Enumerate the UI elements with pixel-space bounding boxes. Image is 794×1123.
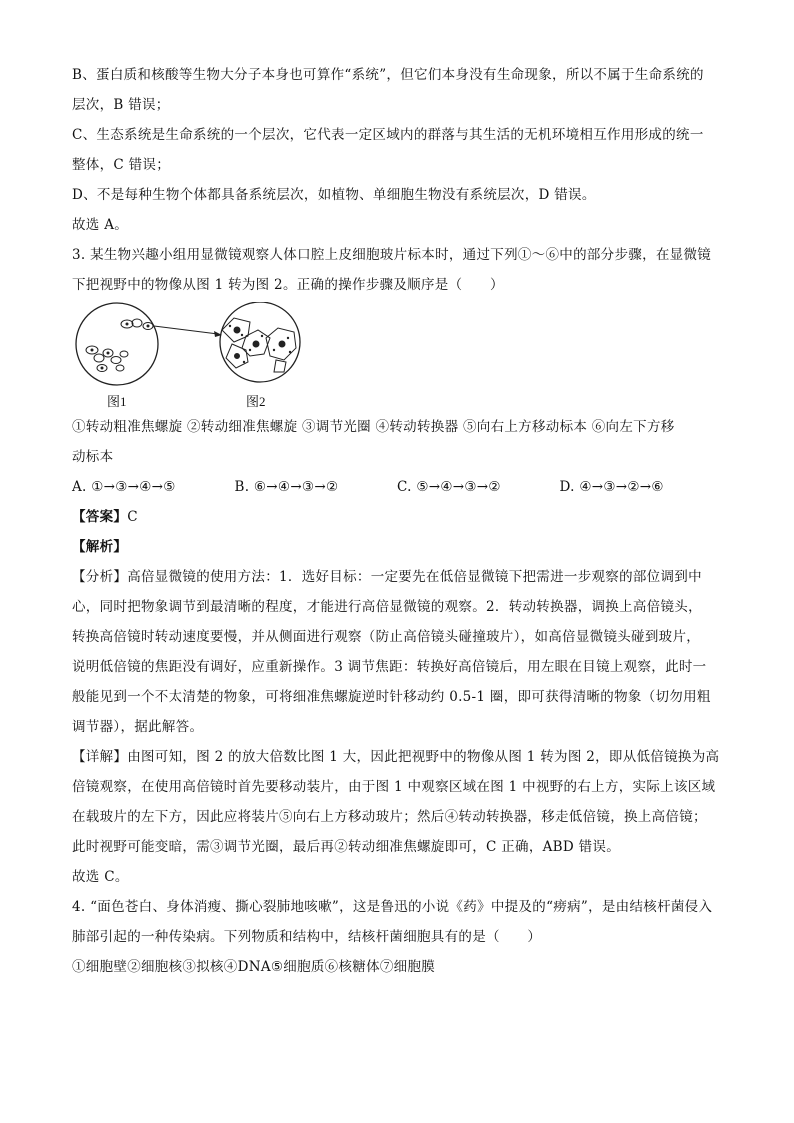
microscope-figure — [72, 302, 722, 412]
text-line: 故选 A。 — [72, 217, 129, 233]
question-3-stem: 3. 某生物兴趣小组用显微镜观察人体口腔上皮细胞玻片标本时，通过下列①～⑥中的部分步骤，在显微镜 — [72, 247, 712, 263]
question-4-items: ①细胞壁②细胞核③拟核④DNA⑤细胞质⑥核糖体⑦细胞膜 — [72, 959, 436, 975]
option-a: A. ①→③→④→⑤ — [72, 479, 176, 495]
analysis-line: 【分析】高倍显微镜的使用方法：1．选好目标：一定要先在低倍显微镜下把需进一步观察的部位调到中 — [72, 569, 702, 585]
detail-line: 故选 C。 — [72, 869, 129, 885]
document-page — [72, 60, 722, 982]
arrow-line — [154, 326, 218, 334]
text-line: C、生态系统是生命系统的一个层次，它代表一定区域内的群落与其生活的无机环境相互作用形成的统一 — [72, 127, 704, 143]
question-4-stem: 4. “面色苍白、身体消瘦、撕心裂肺地咳嗽”，这是鲁迅的小说《药》中提及的“痨病”，是由结核杆菌侵入 — [72, 899, 713, 915]
option-d: D. ④→③→②→⑥ — [559, 479, 664, 495]
answer-line — [72, 502, 722, 532]
text-line: B、蛋白质和核酸等生物大分子本身也可算作“系统”，但它们本身没有生命现象，所以不属于生命系统的 — [72, 67, 704, 83]
figure1-label: 图1 — [107, 394, 127, 409]
option-b: B. ⑥→④→③→② — [234, 479, 339, 495]
detail-line: 【详解】由图可知，图 2 的放大倍数比图 1 大，因此把视野中的物像从图 1 转为图 2，即从低倍镜换为高 — [72, 749, 720, 765]
figure1-cells — [86, 319, 153, 372]
figure2-cells — [222, 318, 296, 372]
analysis-line: 调节器），据此解答。 — [72, 719, 204, 735]
jiexi-heading: 【解析】 — [72, 539, 128, 555]
analysis-line: 般能见到一个不太清楚的物象，可将细准焦螺旋逆时针移动约 0.5-1 圈，即可获得清晰的物象（切勿用粗 — [72, 689, 711, 705]
detail-line: 倍镜观察，在使用高倍镜时首先要移动装片，由于图 1 中观察区域在图 1 中视野的右上方，实际上该区域 — [72, 779, 716, 795]
text-line: 整体，C 错误； — [72, 157, 171, 173]
question-4-stem: 肺部引起的一种传染病。下列物质和结构中，结核杆菌细胞具有的是（ ） — [72, 929, 542, 945]
figure1-field — [76, 303, 158, 385]
question-3-stem: 下把视野中的物像从图 1 转为图 2。正确的操作步骤及顺序是（ ） — [72, 277, 504, 293]
microscope-field-diagram — [72, 302, 332, 412]
detail-line: 在载玻片的左下方，因此应将装片⑤向右上方移动玻片；然后④转动转换器，移走低倍镜，换上高倍镜； — [72, 809, 707, 825]
analysis-line: 说明低倍镜的焦距没有调好，应重新操作。3 调节焦距：转换好高倍镜后，用左眼在目镜上观察，此时一 — [72, 659, 707, 675]
analysis-line: 心，同时把物象调节到最清晰的程度，才能进行高倍显微镜的观察。2．转动转换器，调换上高倍镜头， — [72, 599, 702, 615]
steps-line: 动标本 — [72, 449, 114, 465]
text-line: D、不是每种生物个体都具备系统层次，如植物、单细胞生物没有系统层次，D 错误。 — [72, 187, 596, 203]
steps-line: ①转动粗准焦螺旋 ②转动细准焦螺旋 ③调节光圈 ④转动转换器 ⑤向右上方移动标本 ⑥向左下方移 — [72, 419, 675, 435]
figure2-field — [220, 302, 300, 382]
text-line: 层次，B 错误； — [72, 97, 170, 113]
figure2-label: 图2 — [246, 394, 266, 409]
options-row — [72, 472, 722, 502]
option-c: C. ⑤→④→③→② — [397, 479, 501, 495]
detail-line: 此时视野可能变暗，需③调节光圈，最后再②转动细准焦螺旋即可，C 正确，ABD 错误。 — [72, 839, 621, 855]
answer-tag: 【答案】 — [72, 509, 128, 525]
analysis-line: 转换高倍镜时转动速度要慢，并从侧面进行观察（防止高倍镜头碰撞玻片），如高倍显微镜头碰到玻片， — [72, 629, 701, 645]
answer-value: C — [127, 509, 138, 525]
